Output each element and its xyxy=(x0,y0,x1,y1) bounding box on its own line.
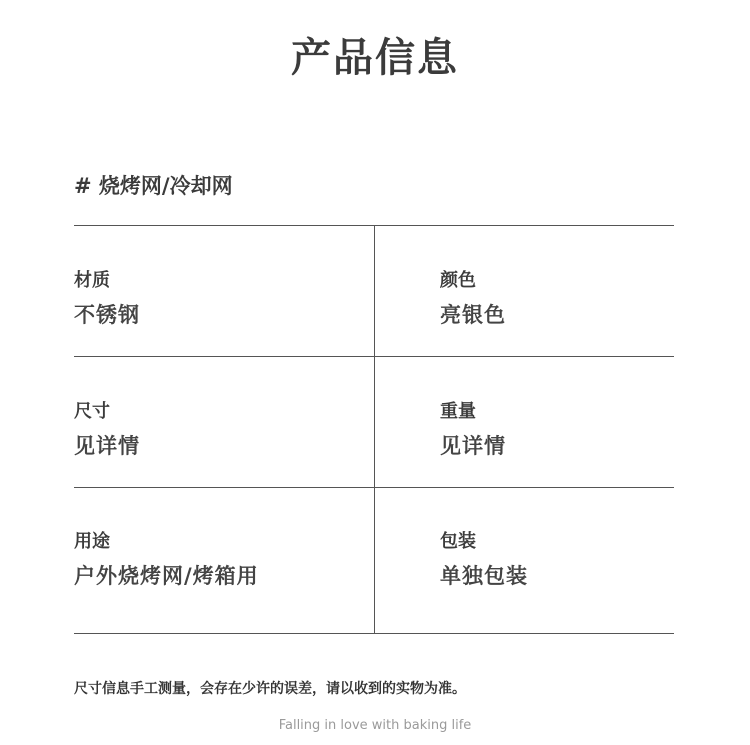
spec-cell-packaging xyxy=(440,531,730,589)
spec-cell-weight xyxy=(440,401,730,459)
column-divider xyxy=(374,226,375,633)
spec-label: 用途 xyxy=(74,531,110,552)
spec-value: 单独包装 xyxy=(440,564,528,588)
brand-tagline: Falling in love with baking life xyxy=(278,718,472,733)
spec-value: 不锈钢 xyxy=(74,303,140,327)
spec-cell-size xyxy=(74,401,364,459)
spec-value: 见详情 xyxy=(74,434,140,458)
product-heading: # 烧烤网/冷却网 xyxy=(74,174,233,198)
spec-value: 见详情 xyxy=(440,434,506,458)
spec-label: 重量 xyxy=(440,401,476,422)
spec-cell-usage xyxy=(74,531,364,589)
spec-label: 尺寸 xyxy=(74,401,110,422)
page-title: 产品信息 xyxy=(291,35,459,81)
spec-label: 材质 xyxy=(74,270,110,291)
spec-table xyxy=(74,225,674,634)
spec-value: 户外烧烤网/烤箱用 xyxy=(74,564,259,588)
spec-label: 包装 xyxy=(440,531,476,552)
spec-cell-color xyxy=(440,270,730,328)
spec-value: 亮银色 xyxy=(440,303,506,327)
spec-label: 颜色 xyxy=(440,270,476,291)
measurement-disclaimer: 尺寸信息手工测量，会存在少许的误差，请以收到的实物为准。 xyxy=(74,681,466,697)
spec-cell-material xyxy=(74,270,364,328)
